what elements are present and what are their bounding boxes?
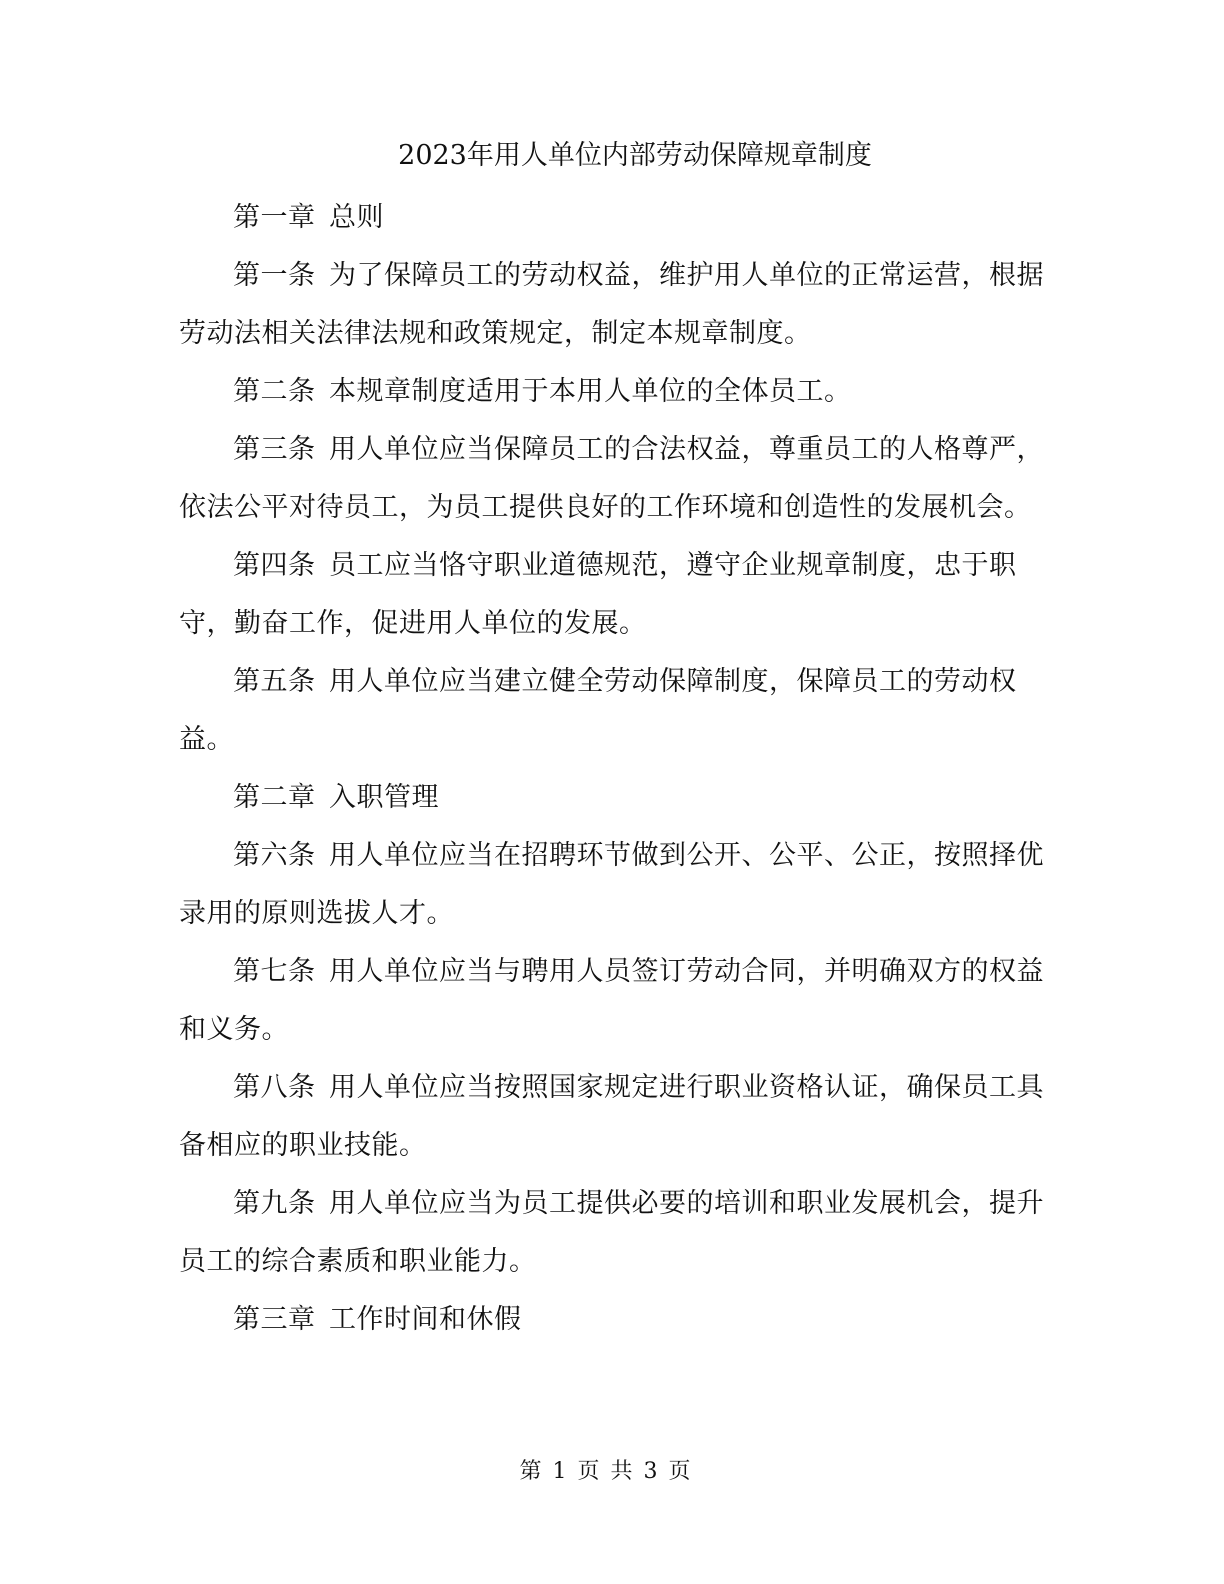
article-label: 第八条 bbox=[233, 1072, 316, 1103]
article-label: 第六条 bbox=[233, 840, 316, 871]
chapter-label: 第二章 bbox=[233, 782, 316, 813]
article-paragraph bbox=[179, 827, 1049, 943]
article-label: 第九条 bbox=[233, 1188, 316, 1219]
article-label: 第三条 bbox=[233, 434, 316, 465]
article-label: 第四条 bbox=[233, 550, 316, 581]
chapter-heading bbox=[179, 769, 1049, 827]
document-body bbox=[179, 189, 1049, 1349]
article-text: 用人单位应当按照国家规定进行职业资格认证，确保员工具备相应的职业技能。 bbox=[179, 1072, 1044, 1161]
article-paragraph bbox=[179, 363, 1049, 421]
article-paragraph bbox=[179, 537, 1049, 653]
chapter-heading bbox=[179, 1291, 1049, 1349]
page-number-footer: 第 1 页 共 3 页 bbox=[519, 1459, 691, 1484]
chapter-title: 入职管理 bbox=[329, 782, 439, 813]
article-text: 员工应当恪守职业道德规范，遵守企业规章制度，忠于职守，勤奋工作，促进用人单位的发展。 bbox=[179, 550, 1017, 639]
article-label: 第七条 bbox=[233, 956, 316, 987]
article-text: 用人单位应当与聘用人员签订劳动合同，并明确双方的权益和义务。 bbox=[179, 956, 1044, 1045]
article-paragraph bbox=[179, 653, 1049, 769]
document-title: 2023年用人单位内部劳动保障规章制度 bbox=[398, 140, 872, 171]
article-text: 用人单位应当建立健全劳动保障制度，保障员工的劳动权益。 bbox=[179, 666, 1017, 755]
article-label: 第一条 bbox=[233, 260, 316, 291]
article-text: 本规章制度适用于本用人单位的全体员工。 bbox=[329, 376, 852, 407]
article-label: 第二条 bbox=[233, 376, 316, 407]
article-paragraph bbox=[179, 421, 1049, 537]
article-text: 用人单位应当在招聘环节做到公开、公平、公正，按照择优录用的原则选拔人才。 bbox=[179, 840, 1044, 929]
chapter-title: 总则 bbox=[329, 202, 384, 233]
article-paragraph bbox=[179, 1175, 1049, 1291]
chapter-title: 工作时间和休假 bbox=[329, 1304, 522, 1335]
chapter-label: 第一章 bbox=[233, 202, 316, 233]
article-text: 用人单位应当保障员工的合法权益，尊重员工的人格尊严，依法公平对待员工，为员工提供良好的工作环境和创造性的发展机会。 bbox=[179, 434, 1044, 523]
article-paragraph bbox=[179, 247, 1049, 363]
article-paragraph bbox=[179, 943, 1049, 1059]
article-text: 为了保障员工的劳动权益，维护用人单位的正常运营，根据劳动法相关法律法规和政策规定，制定本规章制度。 bbox=[179, 260, 1044, 349]
article-text: 用人单位应当为员工提供必要的培训和职业发展机会，提升员工的综合素质和职业能力。 bbox=[179, 1188, 1044, 1277]
chapter-heading bbox=[179, 189, 1049, 247]
chapter-label: 第三章 bbox=[233, 1304, 316, 1335]
article-label: 第五条 bbox=[233, 666, 316, 697]
article-paragraph bbox=[179, 1059, 1049, 1175]
